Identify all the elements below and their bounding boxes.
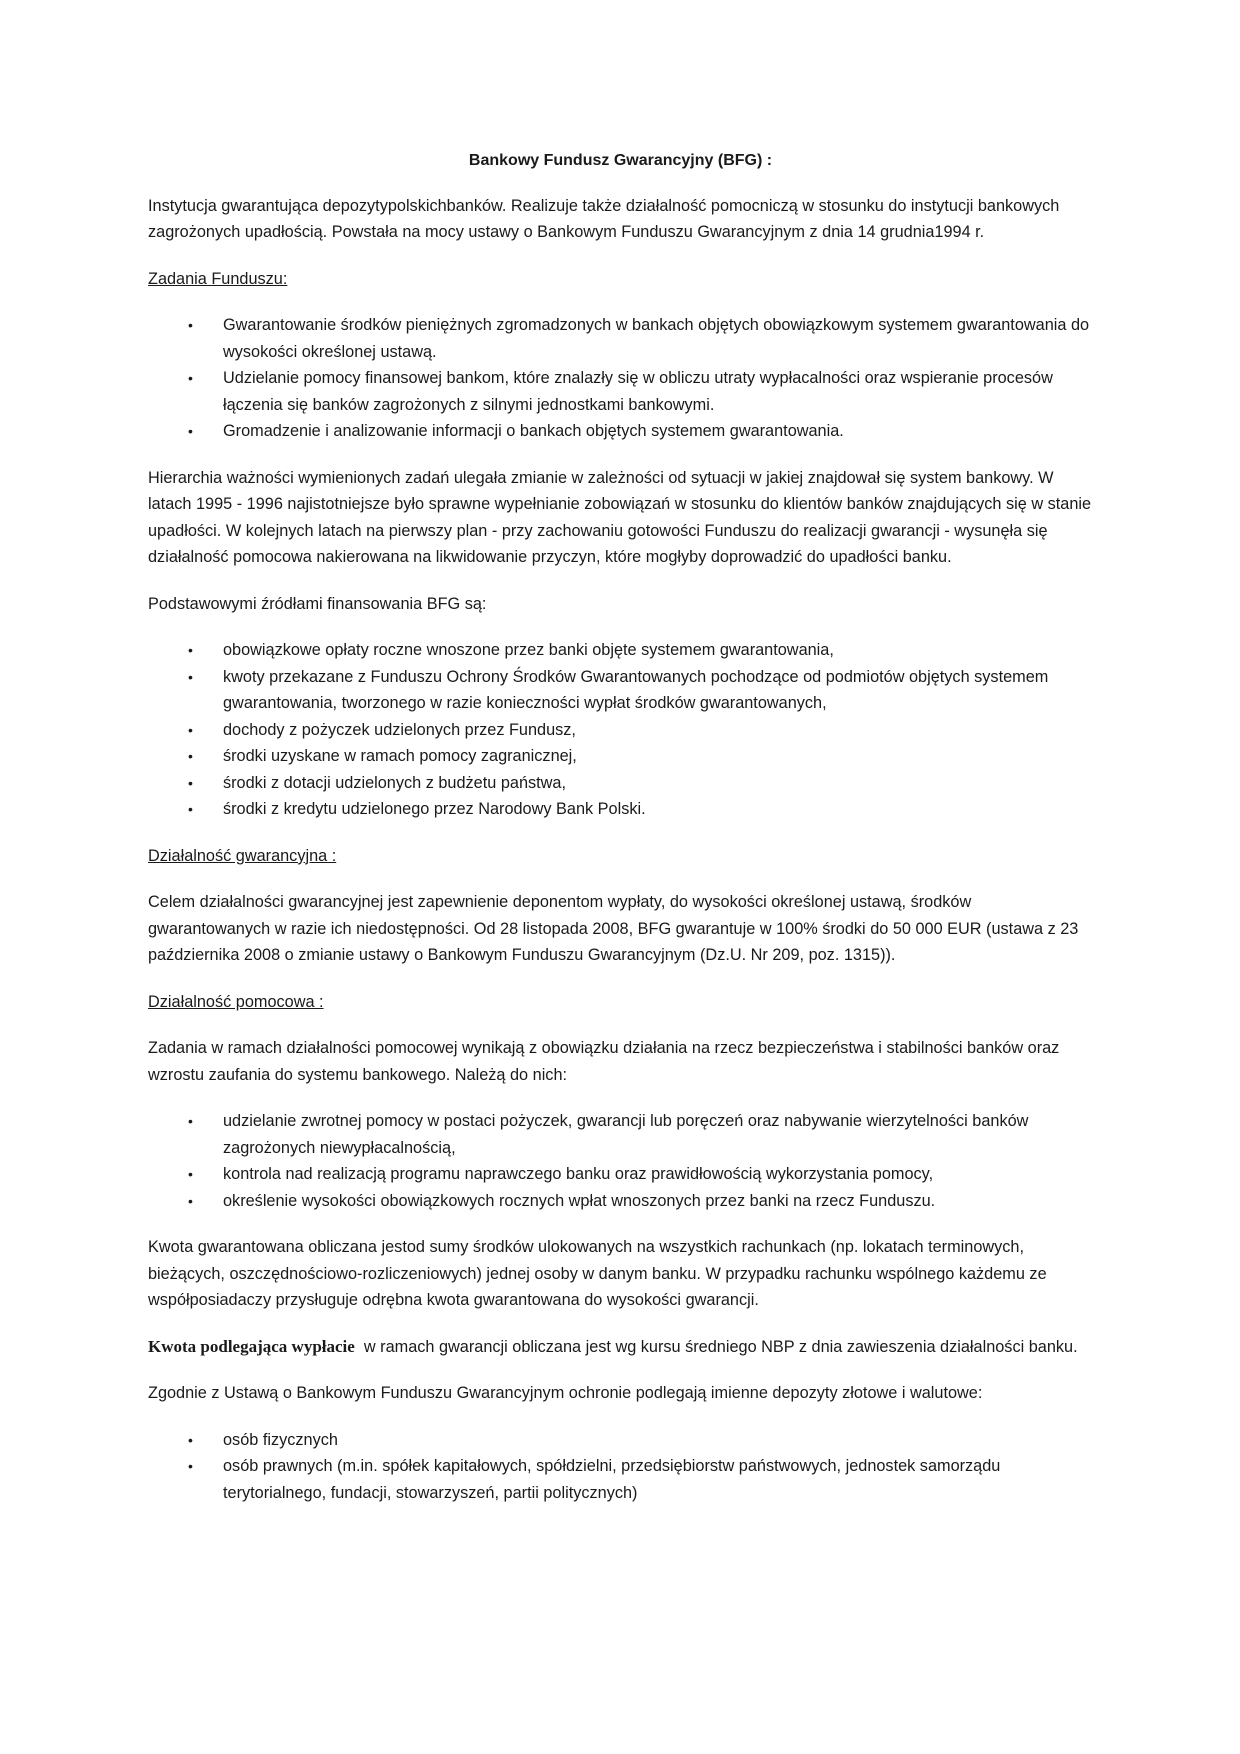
list-item <box>148 796 1093 823</box>
bullet-icon: • <box>188 1431 193 1448</box>
tasks-heading: Zadania Funduszu: <box>148 269 288 288</box>
payout-paragraph <box>148 1334 1093 1361</box>
list-item <box>148 717 1093 744</box>
amount-paragraph: Kwota gwarantowana obliczana jestod sumy środków ulokowanych na wszystkich rachunkach (np. lokatach terminowych, bieżących, oszczędnościowo-rozliczeniowych) jednej osoby w danym banku. W przypadku rachunku wspólnego każdemu ze współposiadaczy przysługuje odrębna kwota gwarantowana do wysokości gwarancji. <box>148 1238 1047 1309</box>
document-page <box>148 148 1093 1526</box>
bullet-icon: • <box>188 423 193 439</box>
bullet-icon: • <box>188 1113 193 1129</box>
guarantee-paragraph: Celem działalności gwarancyjnej jest zapewnienie deponentom wypłaty, do wysokości określonej ustawą, środków gwarantowanych w razie ich niedostępności. Od 28 listopada 2008, BFG gwarantuje w 100% środki do 50 000 EUR (ustawa z 23 października 2008 o zmianie ustawy o Bankowym Funduszu Gwarancyjnym (Dz.U. Nr 209, poz. 1315)). <box>148 893 1079 964</box>
guarantee-heading: Działalność gwarancyjna : <box>148 846 337 865</box>
list-item <box>148 312 1093 365</box>
list-item <box>148 637 1093 664</box>
bullet-icon: • <box>188 1166 193 1182</box>
list-item-text: Gromadzenie i analizowanie informacji o bankach objętych systemem gwarantowania. <box>223 422 844 440</box>
list-item <box>148 1161 1093 1188</box>
bullet-icon: • <box>188 748 193 764</box>
list-item-text: obowiązkowe opłaty roczne wnoszone przez banki objęte systemem gwarantowania, <box>223 641 834 659</box>
list-item-text: kontrola nad realizacją programu naprawczego banku oraz prawidłowością wykorzystania pomocy, <box>223 1165 934 1183</box>
list-item <box>148 743 1093 770</box>
list-item-text: udzielanie zwrotnej pomocy w postaci pożyczek, gwarancji lub poręczeń oraz nabywanie wierzytelności banków zagrożonych niewypłacalnością, <box>223 1112 1029 1157</box>
list-item-text: określenie wysokości obowiązkowych rocznych wpłat wnoszonych przez banki na rzecz Funduszu. <box>223 1191 936 1210</box>
protection-intro: Zgodnie z Ustawą o Bankowym Funduszu Gwarancyjnym ochronie podlegają imienne depozyty złotowe i walutowe: <box>148 1384 983 1402</box>
financing-intro: Podstawowymi źródłami finansowania BFG są: <box>148 594 487 613</box>
list-item <box>148 664 1093 717</box>
list-item <box>148 1188 1093 1215</box>
payout-rest-text: w ramach gwarancji obliczana jest wg kursu średniego NBP z dnia zawieszenia działalności banku. <box>354 1337 1078 1356</box>
list-item-text: kwoty przekazane z Funduszu Ochrony Środków Gwarantowanych pochodzące od podmiotów objętych systemem gwarantowania, tworzonego w razie konieczności wypłat środków gwarantowanych, <box>223 667 1049 712</box>
financing-list <box>148 637 1093 823</box>
list-item-text: osób prawnych (m.in. spółek kapitałowych, spółdzielni, przedsiębiorstw państwowych, jednostek samorządu terytorialnego, fundacji, stowarzyszeń, partii politycznych) <box>223 1457 1001 1502</box>
list-item-text: osób fizycznych <box>223 1430 338 1449</box>
list-item <box>148 365 1093 418</box>
payout-bold-phrase: Kwota podlegająca wypłacie <box>148 1336 355 1356</box>
bullet-icon: • <box>188 801 193 817</box>
tasks-list <box>148 312 1093 445</box>
protection-list <box>148 1427 1093 1507</box>
list-item <box>148 770 1093 797</box>
bullet-icon: • <box>188 774 193 791</box>
list-item-text: środki uzyskane w ramach pomocy zagranicznej, <box>223 747 577 765</box>
list-item <box>148 1453 1093 1506</box>
document-title: Bankowy Fundusz Gwarancyjny (BFG) : <box>468 152 773 169</box>
bullet-icon: • <box>188 1192 193 1209</box>
list-item-text: dochody z pożyczek udzielonych przez Fundusz, <box>223 720 576 739</box>
list-item <box>148 1108 1093 1161</box>
bullet-icon: • <box>188 721 193 738</box>
bullet-icon: • <box>188 317 193 333</box>
bullet-icon: • <box>188 642 193 658</box>
assistance-intro: Zadania w ramach działalności pomocowej wynikają z obowiązku działania na rzecz bezpieczeństwa i stabilności banków oraz wzrostu zaufania do systemu bankowego. Należą do nich: <box>148 1039 1060 1084</box>
list-item-text: środki z kredytu udzielonego przez Narodowy Bank Polski. <box>223 800 646 818</box>
assistance-heading: Działalność pomocowa : <box>148 992 324 1011</box>
bullet-icon: • <box>188 1458 193 1474</box>
list-item-text: Udzielanie pomocy finansowej bankom, które znalazły się w obliczu utraty wypłacalności oraz wspieranie procesów łączenia się banków zagrożonych z silnymi jednostkami bankowymi. <box>223 369 1053 414</box>
list-item <box>148 1427 1093 1454</box>
bullet-icon: • <box>188 668 193 685</box>
assistance-list <box>148 1108 1093 1214</box>
intro-paragraph: Instytucja gwarantująca depozytypolskichbanków. Realizuje także działalność pomocniczą w stosunku do instytucji bankowych zagrożonych upadłością. Powstała na mocy ustawy o Bankowym Funduszu Gwarancyjnym z dnia 14 grudnia1994 r. <box>148 196 1060 241</box>
hierarchy-paragraph: Hierarchia ważności wymienionych zadań ulegała zmianie w zależności od sytuacji w jakiej znajdował się system bankowy. W latach 1995 - 1996 najistotniejsze było sprawne wypełnianie zobowiązań w stosunku do klientów banków znajdujących się w stanie upadłości. W kolejnych latach na pierwszy plan - przy zachowaniu gotowości Funduszu do realizacji gwarancji - wysunęła się działalność pomocowa nakierowana na likwidowanie przyczyn, które mogłyby doprowadzić do upadłości banku. <box>148 468 1092 566</box>
list-item-text: środki z dotacji udzielonych z budżetu państwa, <box>223 773 567 792</box>
list-item-text: Gwarantowanie środków pieniężnych zgromadzonych w bankach objętych obowiązkowym systemem gwarantowania do wysokości określonej ustawą. <box>223 316 1090 361</box>
list-item <box>148 418 1093 445</box>
bullet-icon: • <box>188 370 193 386</box>
